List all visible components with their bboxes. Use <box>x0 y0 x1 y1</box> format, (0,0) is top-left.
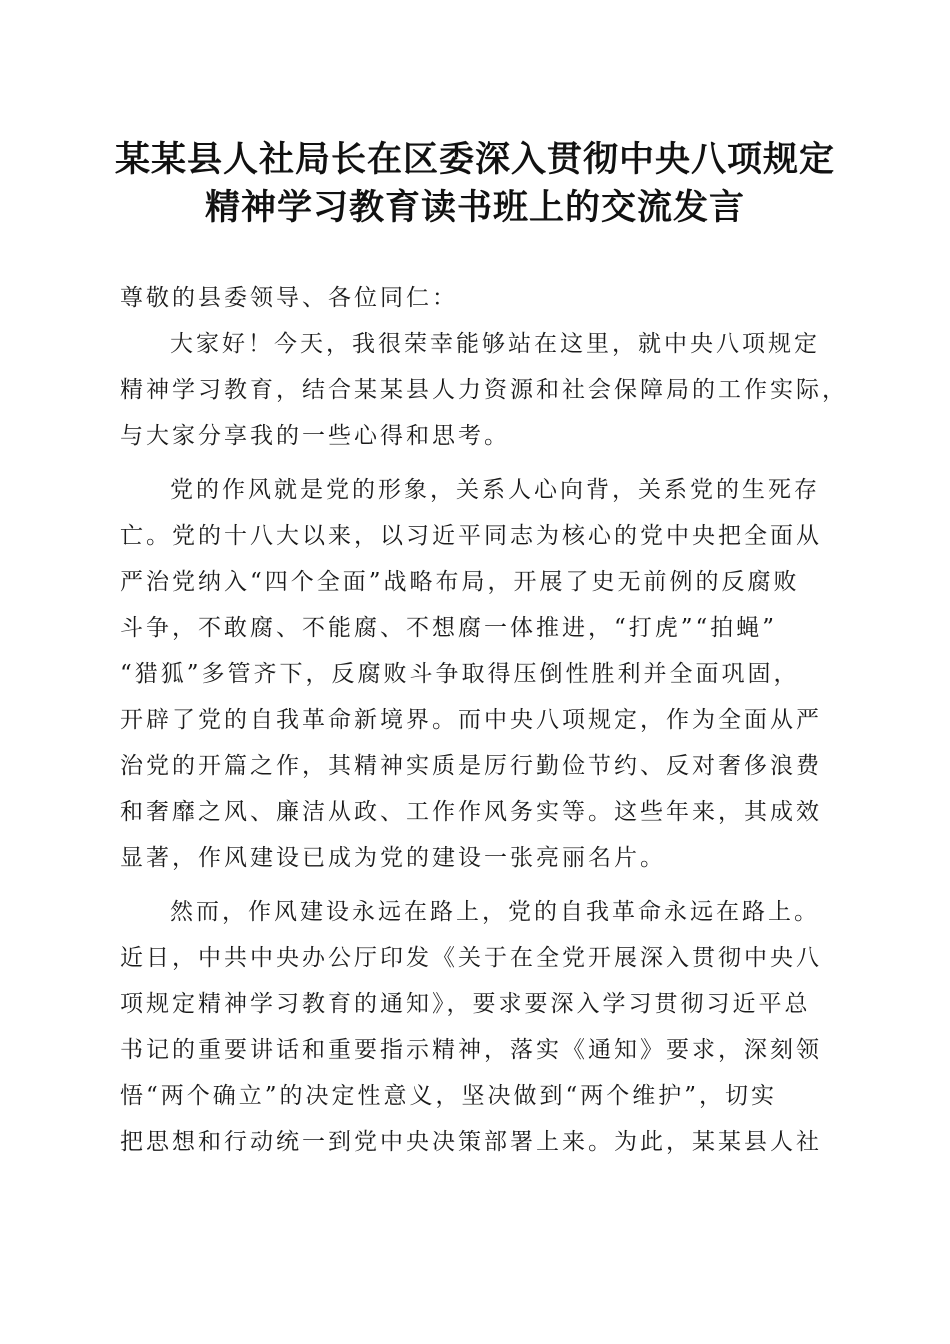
document-title-line-1: 某某县人社局长在区委深入贯彻中央八项规定 <box>114 139 835 180</box>
paragraph-3-line: 项规定精神学习教育的通知》，要求要深入学习贯彻习近平总 <box>120 991 811 1017</box>
paragraph-2-line: 开辟了党的自我革命新境界。而中央八项规定，作为全面从严 <box>120 707 822 733</box>
paragraph-2-line: 党的作风就是党的形象，关系人心向背，关系党的生死存 <box>170 477 820 503</box>
salutation: 尊敬的县委领导、各位同仁： <box>120 285 458 311</box>
document-title-line-2: 精神学习教育读书班上的交流发言 <box>204 187 745 228</box>
paragraph-2-line: 斗争，不敢腐、不能腐、不想腐一体推进，“打虎”“拍蝇” <box>120 615 778 641</box>
paragraph-3-line: 近日，中共中央办公厅印发《关于在全党开展深入贯彻中央八 <box>120 945 822 971</box>
paragraph-2-line: 亡。党的十八大以来，以习近平同志为核心的党中央把全面从 <box>120 523 822 549</box>
paragraph-3-line: 书记的重要讲话和重要指示精神，落实《通知》要求，深刻领 <box>120 1037 822 1063</box>
paragraph-2-line: 严治党纳入“四个全面”战略布局，开展了史无前例的反腐败 <box>120 569 800 595</box>
paragraph-2-line: “猎狐”多管齐下，反腐败斗争取得压倒性胜利并全面巩固， <box>120 661 800 687</box>
paragraph-3-line: 把思想和行动统一到党中央决策部署上来。为此，某某县人社 <box>120 1129 822 1155</box>
paragraph-1-line: 大家好！今天，我很荣幸能够站在这里，就中央八项规定 <box>170 331 820 357</box>
paragraph-2-line: 和奢靡之风、廉洁从政、工作作风务实等。这些年来，其成效 <box>120 799 822 825</box>
document-body <box>120 275 848 1165</box>
paragraph-1-line: 精神学习教育，结合某某县人力资源和社会保障局的工作实际， <box>120 377 848 403</box>
paragraph-2-line: 显著，作风建设已成为党的建设一张亮丽名片。 <box>120 845 666 871</box>
paragraph-3-line: 悟“两个确立”的决定性意义，坚决做到“两个维护”，切实 <box>120 1083 778 1109</box>
paragraph-1-line: 与大家分享我的一些心得和思考。 <box>120 423 510 449</box>
paragraph-3-line: 然而，作风建设永远在路上，党的自我革命永远在路上。 <box>170 899 820 925</box>
paragraph-2-line: 治党的开篇之作，其精神实质是厉行勤俭节约、反对奢侈浪费 <box>120 753 822 779</box>
